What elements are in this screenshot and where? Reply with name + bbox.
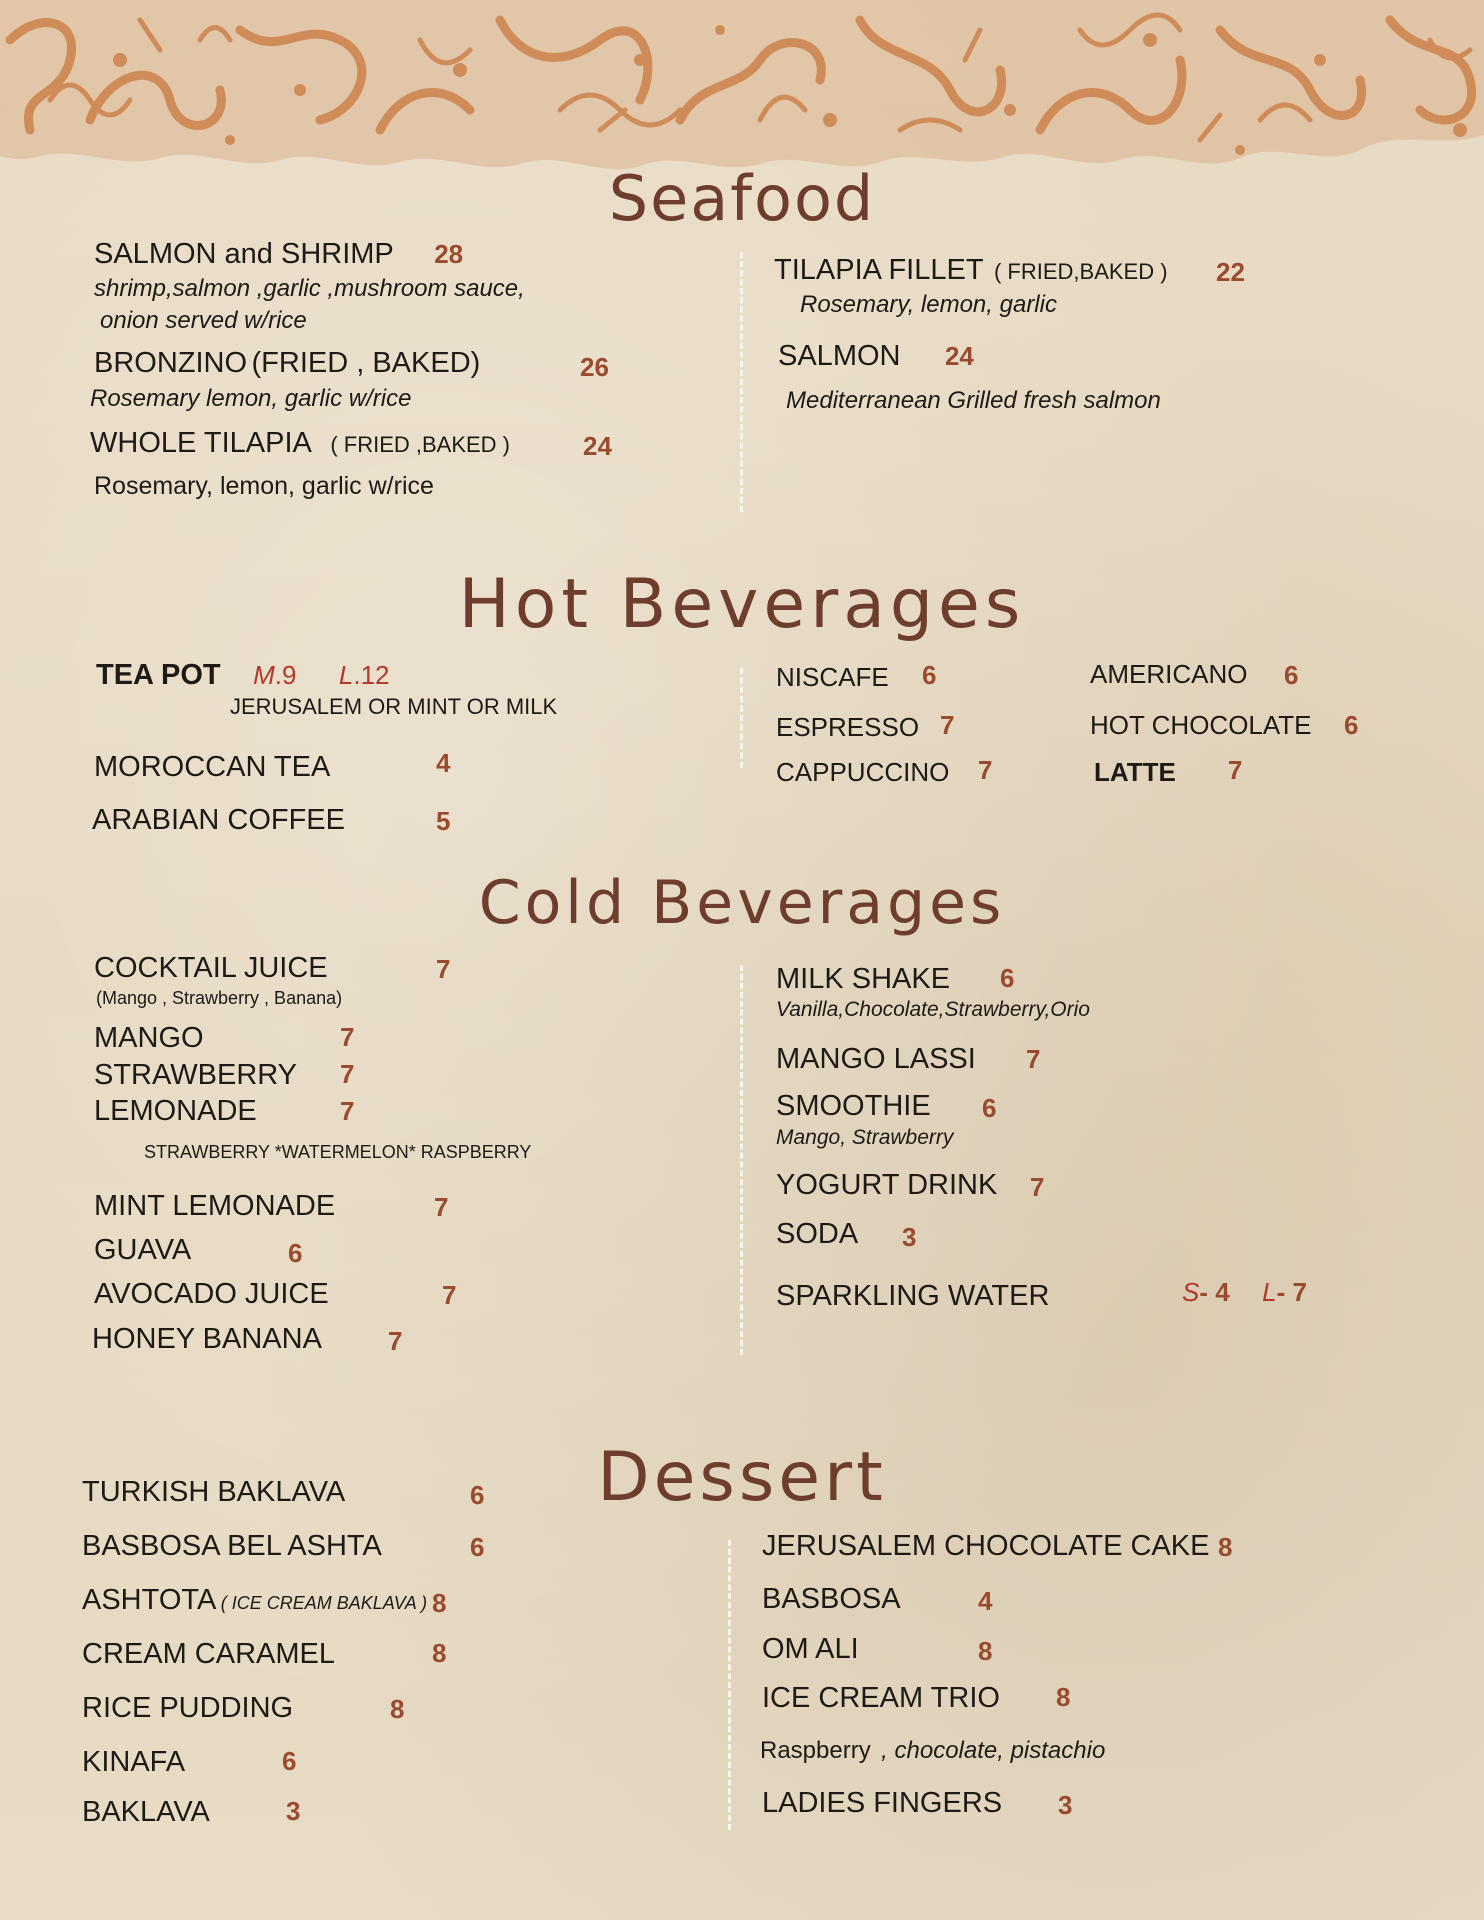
item-price: 8 [1218,1532,1233,1562]
menu-item-honey-banana: HONEY BANANA [92,1323,322,1355]
section-title-hot-beverages: Hot Beverages [458,565,1026,644]
menu-item-guava: GUAVA [94,1234,192,1266]
size-label-small: S [1182,1277,1200,1307]
menu-item-avocado-juice: AVOCADO JUICE [94,1278,329,1310]
menu-item-mango: MANGO [94,1022,204,1054]
menu-item-cappuccino: CAPPUCCINO [776,757,950,787]
menu-item-yogurt-drink: YOGURT DRINK [776,1169,998,1201]
item-description: Vanilla,Chocolate,Strawberry,Orio [776,998,1090,1021]
menu-item-cocktail-juice: COCKTAIL JUICE [94,952,328,984]
item-price: 7 [388,1326,403,1356]
size-label-large: L [1262,1277,1277,1307]
item-price: 24 [944,341,974,371]
item-description: (Mango , Strawberry , Banana) [96,988,343,1008]
item-price: 7 [340,1059,355,1089]
item-price: 8 [978,1636,993,1666]
size-label-large: L [338,660,354,690]
menu-item-smoothie: SMOOTHIE [776,1090,931,1122]
item-options: (FRIED , BAKED) [251,347,481,379]
item-options: ( FRIED ,BAKED ) [330,432,511,457]
item-price: 22 [1216,257,1245,287]
menu-item-bronzino [94,347,480,380]
item-price: 6 [288,1238,303,1268]
menu-item-strawberry: STRAWBERRY [94,1059,298,1091]
item-price: 7 [940,710,955,740]
menu-item-salmon [778,340,974,373]
menu-item-ice-cream-trio: ICE CREAM TRIO [762,1682,1000,1714]
item-options: ( FRIED,BAKED ) [993,259,1168,284]
menu-item-americano: AMERICANO [1090,659,1248,689]
column-divider [740,965,743,1355]
item-price: 6 [1000,963,1015,993]
menu-item-sparkling-water: SPARKLING WATER [776,1280,1050,1312]
item-price: 7 [340,1096,355,1126]
item-description: Mango, Strawberry [776,1126,954,1149]
menu-item-niscafe: NISCAFE [776,662,889,692]
item-name: SALMON and SHRIMP [94,238,394,270]
item-price: 8 [432,1588,447,1618]
item-description: Rosemary, lemon, garlic w/rice [94,472,434,500]
menu-item-mango-lassi: MANGO LASSI [776,1043,976,1075]
item-note: ( ICE CREAM BAKLAVA ) [220,1593,428,1613]
item-price: 3 [286,1796,301,1826]
menu-item-arabian-coffee: ARABIAN COFFEE [92,804,345,836]
item-description-part: , chocolate, pistachio [881,1737,1106,1764]
item-price: .9 [274,660,297,690]
menu-item-hot-chocolate: HOT CHOCOLATE [1090,710,1312,740]
item-price: 7 [434,1192,449,1222]
item-price: 4 [436,748,451,778]
item-price: - 7 [1276,1277,1307,1307]
item-description: onion served w/rice [100,307,307,334]
item-price: 8 [390,1694,405,1724]
item-price: 6 [922,660,937,690]
item-price: .12 [353,660,390,690]
item-price: 7 [1026,1044,1041,1074]
menu-item-milk-shake: MILK SHAKE [776,963,951,995]
item-price: 5 [436,806,451,836]
item-description: STRAWBERRY *WATERMELON* RASPBERRY [144,1142,532,1162]
menu-item-turkish-baklava: TURKISH BAKLAVA [82,1476,346,1508]
item-price: - 4 [1199,1277,1230,1307]
item-price: 28 [434,239,464,269]
menu-item-cream-caramel: CREAM CARAMEL [82,1638,335,1670]
size-label-medium: M [253,660,275,690]
menu-item-tilapia-fillet [774,254,1168,287]
item-description: Mediterranean Grilled fresh salmon [786,387,1161,414]
item-name: WHOLE TILAPIA [90,427,312,459]
item-price: 3 [902,1222,917,1252]
item-description: JERUSALEM OR MINT OR MILK [230,694,558,719]
item-price: 6 [1284,660,1299,690]
item-price: 6 [1344,710,1359,740]
menu-item-basbosa-bel-ashta: BASBOSA BEL ASHTA [82,1530,382,1562]
section-title-cold-beverages: Cold Beverages [478,868,1006,938]
menu-item-baklava: BAKLAVA [82,1796,210,1828]
item-price: 7 [1228,755,1243,785]
section-title-dessert: Dessert [597,1438,887,1517]
item-price: 3 [1058,1790,1073,1820]
column-divider [728,1540,731,1830]
item-name: TEA POT [96,659,221,691]
item-price: 7 [340,1022,355,1052]
item-price: 6 [470,1480,485,1510]
menu-item-espresso: ESPRESSO [776,712,920,742]
menu-item-kinafa: KINAFA [82,1746,186,1778]
menu-item-ladies-fingers: LADIES FINGERS [762,1787,1003,1819]
menu-item-basbosa: BASBOSA [762,1583,901,1615]
item-name: ASHTOTA [82,1584,217,1616]
item-price: 8 [432,1638,447,1668]
menu-item-soda: SODA [776,1218,859,1250]
item-price: 7 [442,1280,457,1310]
menu-item-lemonade: LEMONADE [94,1095,257,1127]
menu-item-rice-pudding: RICE PUDDING [82,1692,294,1724]
menu-item-moroccan-tea: MOROCCAN TEA [94,751,331,783]
menu-item-tea-pot [96,659,390,692]
item-name: BRONZINO [94,347,248,379]
section-title-seafood: Seafood [608,162,876,235]
item-price: 8 [1056,1682,1071,1712]
menu-item-whole-tilapia [90,427,510,460]
item-price: 7 [978,755,993,785]
item-size-prices [1182,1277,1307,1308]
item-price: 24 [583,431,612,461]
item-price: 6 [282,1746,297,1776]
item-description [760,1737,1105,1765]
menu-item-salmon-shrimp [94,238,463,271]
menu-item-latte: LATTE [1094,757,1176,787]
item-price: 4 [978,1586,993,1616]
item-description: Rosemary lemon, garlic w/rice [90,385,412,412]
item-description: shrimp,salmon ,garlic ,mushroom sauce, [94,275,525,302]
column-divider [740,668,743,768]
menu-item-ashtota [82,1584,427,1617]
item-name: TILAPIA FILLET [774,254,984,286]
item-price: 7 [436,954,451,984]
menu-item-mint-lemonade: MINT LEMONADE [94,1190,336,1222]
item-price: 6 [470,1532,485,1562]
item-price: 26 [580,352,609,382]
menu-item-jerusalem-chocolate-cake: JERUSALEM CHOCOLATE CAKE [762,1530,1210,1562]
menu-item-om-ali: OM ALI [762,1633,859,1665]
item-price: 6 [982,1093,997,1123]
item-description-part: Raspberry [760,1737,871,1764]
item-description: Rosemary, lemon, garlic [800,291,1057,318]
column-divider [740,252,743,512]
item-price: 7 [1030,1172,1045,1202]
item-name: SALMON [778,340,901,372]
calligraphy-banner [0,0,1484,175]
